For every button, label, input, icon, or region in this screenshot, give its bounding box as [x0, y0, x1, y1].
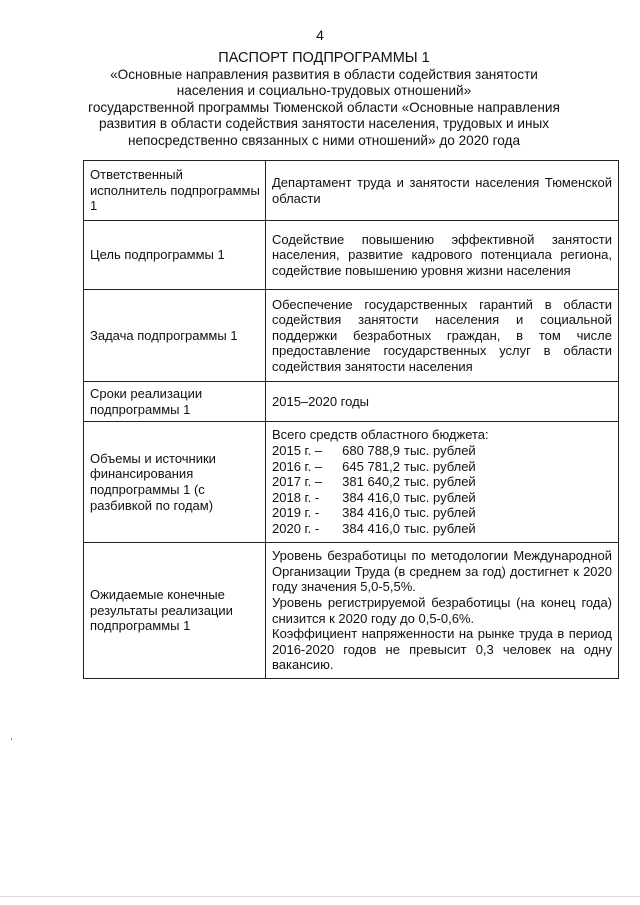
financing-amount: 381 640,2: [342, 474, 400, 490]
financing-line: [272, 443, 612, 459]
table-row-responsible: [84, 161, 619, 221]
table-row-financing: [84, 422, 619, 543]
financing-amount: 680 788,9: [342, 443, 400, 459]
financing-year: 2015 г. –: [272, 443, 323, 459]
row-label: Ожидаемые конечные результаты реализации подпрограммы 1: [84, 543, 266, 679]
result-paragraph: Коэффициент напряженности на рынке труда в период 2016-2020 годов не превысит 0,3 человек на одну вакансию.: [272, 626, 612, 673]
row-label: Задача подпрограммы 1: [84, 290, 266, 382]
financing-unit: тыс. рублей: [404, 443, 476, 459]
financing-line: [272, 474, 612, 490]
heading-line: непосредственно связанных с ними отношений» до 2020 года: [127, 132, 521, 148]
financing-amount: 384 416,0: [342, 489, 400, 505]
financing-unit: тыс. рублей: [404, 458, 476, 474]
table-row-period: [84, 382, 619, 422]
results-cell: [266, 543, 619, 679]
heading-line: «Основные направления развития в области содействия занятости: [110, 66, 538, 82]
financing-line: [272, 521, 612, 537]
heading-line: государственной программы Тюменской области «Основные направления: [88, 99, 560, 115]
table-row-goal: [84, 221, 619, 290]
financing-year: 2016 г. –: [272, 458, 323, 474]
result-paragraph: Уровень безработицы по методологии Международной Организации Труда (в среднем за год) достигнет к 2020 году значения 5,0-5,5%.: [272, 548, 612, 595]
page-edge-line: [0, 896, 640, 897]
financing-amount: 645 781,2: [342, 458, 400, 474]
financing-intro: Всего средств областного бюджета:: [272, 427, 489, 443]
heading-line: развития в области содействия занятости населения, трудовых и иных: [98, 116, 550, 131]
row-label: Ответственный исполнитель подпрограммы 1: [84, 161, 266, 221]
row-label: Цель подпрограммы 1: [84, 221, 266, 290]
financing-unit: тыс. рублей: [404, 520, 476, 536]
document-heading: [78, 50, 570, 149]
table-row-results: [84, 543, 619, 679]
row-value: Департамент труда и занятости населения Тюменской области: [266, 161, 619, 221]
financing-unit: тыс. рублей: [404, 474, 476, 490]
document-title: ПАСПОРТ ПОДПРОГРАММЫ 1: [218, 50, 430, 66]
financing-unit: тыс. рублей: [404, 489, 476, 505]
row-value: Обеспечение государственных гарантий в области содействия занятости населения и социальной поддержки безработных граждан, в том числе предоставление государственных услуг в области содействия занятости населения: [266, 290, 619, 382]
financing-year: 2017 г. –: [272, 474, 323, 490]
row-value: 2015–2020 годы: [266, 382, 619, 422]
row-label: Объемы и источники финансирования подпрограммы 1 (с разбивкой по годам): [84, 422, 266, 543]
financing-cell: [266, 422, 619, 543]
page-number: 4: [316, 27, 324, 43]
financing-year: 2019 г. -: [272, 505, 320, 521]
row-value: Содействие повышению эффективной занятости населения, развитие кадрового потенциала региона, содействие повышению уровня жизни населения: [266, 221, 619, 290]
financing-line: [272, 505, 612, 521]
financing-line: [272, 490, 612, 506]
financing-line: [272, 459, 612, 475]
financing-year: 2020 г. -: [272, 520, 320, 536]
result-paragraph: Уровень регистрируемой безработицы (на конец года) снизится к 2020 году до 0,5-0,6%.: [272, 594, 612, 626]
financing-unit: тыс. рублей: [404, 505, 476, 521]
table-row-task: [84, 290, 619, 382]
scan-speck: [11, 738, 12, 740]
financing-amount: 384 416,0: [342, 505, 400, 521]
passport-table: [83, 160, 619, 679]
heading-line: населения и социально-трудовых отношений»: [176, 83, 472, 98]
row-label: Сроки реализации подпрограммы 1: [84, 382, 266, 422]
financing-amount: 384 416,0: [342, 520, 400, 536]
financing-year: 2018 г. -: [272, 489, 320, 505]
